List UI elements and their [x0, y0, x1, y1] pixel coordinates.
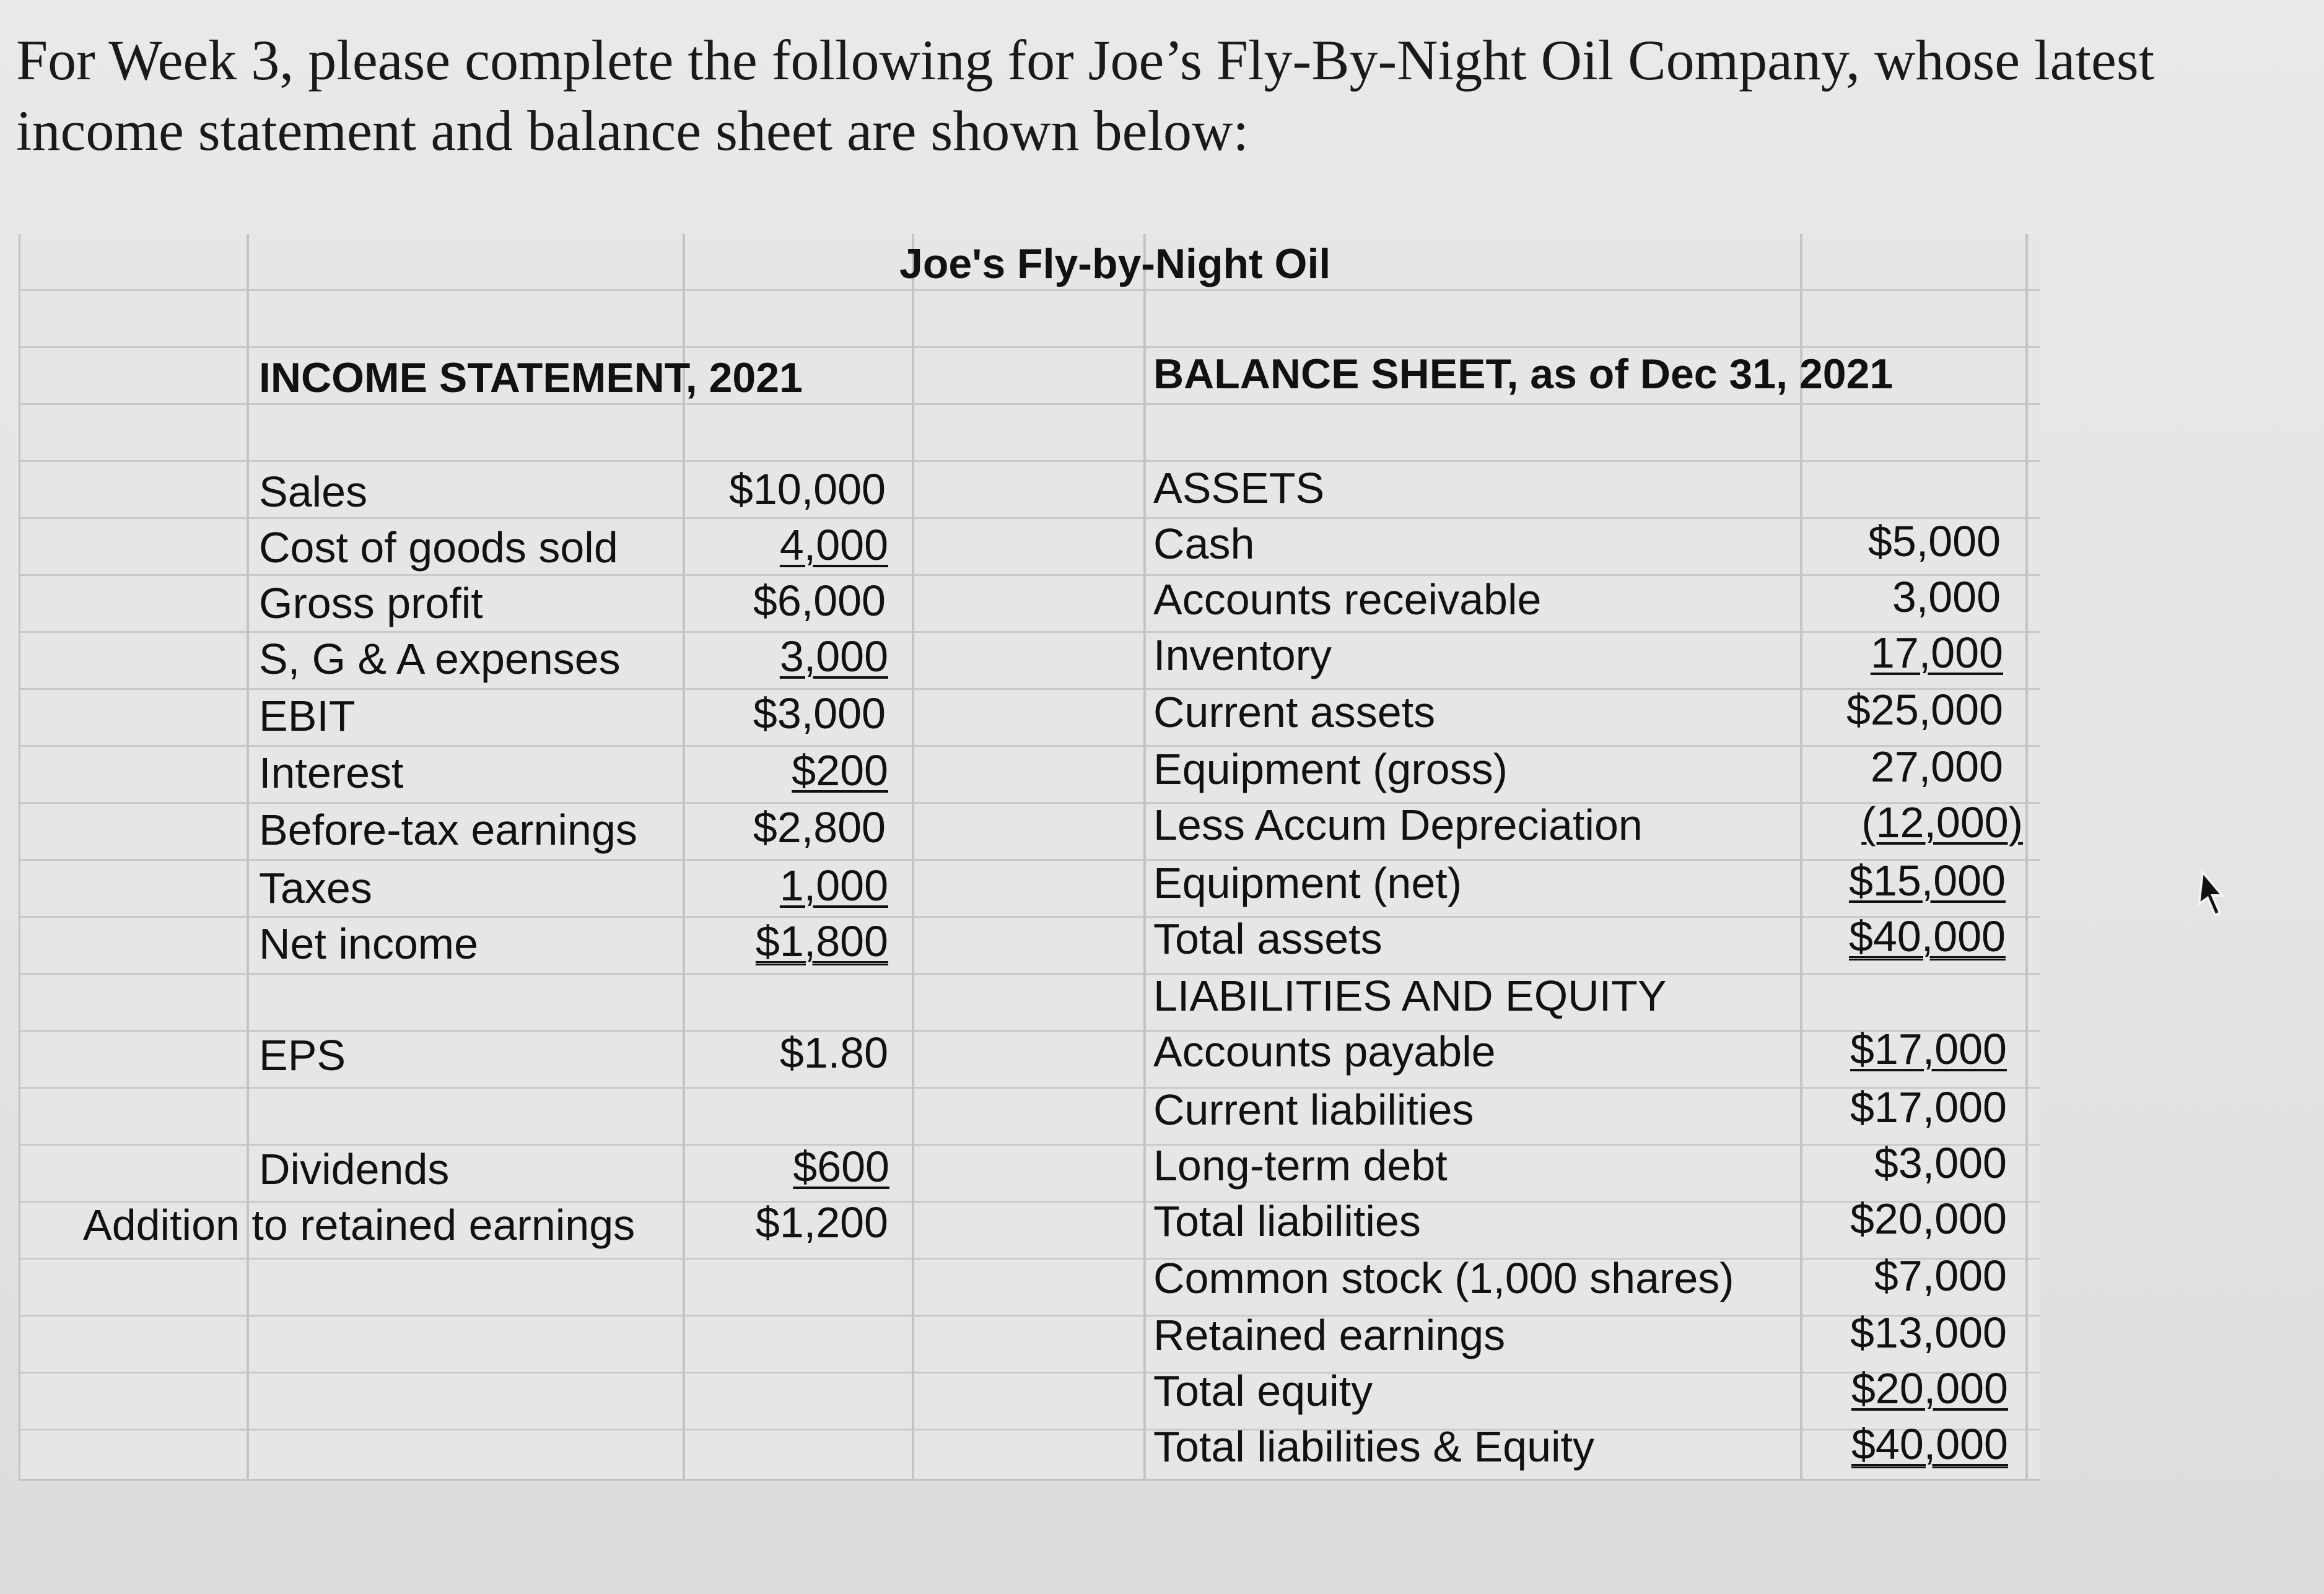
is-value-interest: $200	[792, 746, 888, 795]
bs-value-ar: 3,000	[1892, 573, 2001, 621]
bs-value-inventory: 17,000	[1870, 629, 2003, 677]
bs-label-accounts-payable: Accounts payable	[1153, 1027, 1496, 1076]
bs-value-equipment-gross: 27,000	[1870, 743, 2003, 791]
is-label-ebit: EBIT	[259, 692, 356, 740]
bs-label-total-assets: Total assets	[1153, 915, 1383, 963]
grid-column-line	[683, 234, 685, 1480]
bs-label-retained-earnings: Retained earnings	[1153, 1311, 1506, 1359]
bs-label-common-stock: Common stock (1,000 shares)	[1153, 1254, 1734, 1302]
is-label-net-income: Net income	[259, 920, 479, 968]
bs-value-total-equity: $20,000	[1851, 1364, 2008, 1413]
intro-text: For Week 3, please complete the following for Joe’s Fly-By-Night Oil Company, whose latest income statement and balance sheet are shown below:	[16, 28, 2155, 162]
bs-value-long-term-debt: $3,000	[1874, 1139, 2007, 1187]
grid-column-line	[1800, 234, 1802, 1480]
bs-label-long-term-debt: Long-term debt	[1153, 1141, 1448, 1190]
bs-label-equipment-net: Equipment (net)	[1153, 859, 1462, 907]
is-value-addition-re: $1,200	[755, 1198, 888, 1247]
bs-value-cash: $5,000	[1868, 517, 2001, 565]
is-label-taxes: Taxes	[259, 864, 372, 912]
is-value-eps: $1.80	[779, 1029, 888, 1077]
bs-label-total-liabilities: Total liabilities	[1153, 1197, 1421, 1245]
is-value-gross-profit: $6,000	[753, 577, 886, 625]
bs-value-total-liabilities-equity: $40,000	[1851, 1420, 2008, 1468]
bs-value-equipment-net: $15,000	[1848, 856, 2006, 905]
balance-sheet-heading: BALANCE SHEET, as of Dec 31, 2021	[1153, 351, 1894, 398]
is-label-cogs: Cost of goods sold	[259, 523, 618, 572]
bs-label-current-assets: Current assets	[1153, 688, 1436, 736]
bs-label-ar: Accounts receivable	[1153, 575, 1542, 624]
is-label-addition-re: Addition to retained earnings	[83, 1201, 636, 1249]
grid-column-line	[247, 234, 249, 1480]
bs-value-current-liabilities: $17,000	[1850, 1083, 2007, 1131]
mouse-pointer-icon	[2184, 867, 2234, 923]
is-label-gross-profit: Gross profit	[259, 579, 483, 627]
spreadsheet-grid	[19, 234, 2040, 1481]
bs-value-total-liabilities: $20,000	[1850, 1195, 2007, 1243]
bs-label-equipment-gross: Equipment (gross)	[1153, 745, 1508, 793]
is-value-dividends: $600	[793, 1143, 889, 1191]
bs-label-assets: ASSETS	[1153, 464, 1325, 512]
grid-column-line	[912, 234, 914, 1480]
bs-label-liabilities-equity: LIABILITIES AND EQUITY	[1153, 972, 1667, 1020]
is-value-cogs: 4,000	[779, 521, 888, 569]
is-value-sga: 3,000	[779, 632, 888, 681]
bs-label-cash: Cash	[1153, 520, 1255, 568]
sheet-title: Joe's Fly-by-Night Oil	[899, 240, 1331, 287]
bs-label-current-liabilities: Current liabilities	[1153, 1086, 1474, 1134]
is-label-dividends: Dividends	[259, 1145, 450, 1193]
bs-label-inventory: Inventory	[1153, 631, 1332, 679]
bs-label-total-equity: Total equity	[1153, 1367, 1373, 1415]
is-label-before-tax: Before-tax earnings	[259, 806, 637, 854]
is-value-ebit: $3,000	[753, 689, 886, 738]
bs-value-accum-depreciation: (12,000)	[1861, 798, 2023, 847]
is-value-taxes: 1,000	[779, 861, 888, 910]
is-value-net-income: $1,800	[755, 917, 888, 965]
is-label-eps: EPS	[259, 1031, 346, 1079]
is-value-sales: $10,000	[728, 465, 886, 513]
bs-value-current-assets: $25,000	[1846, 686, 2003, 734]
is-label-sga: S, G & A expenses	[259, 635, 621, 683]
grid-column-line	[1143, 234, 1146, 1480]
bs-label-total-liabilities-equity: Total liabilities & Equity	[1153, 1422, 1594, 1471]
income-statement-heading: INCOME STATEMENT, 2021	[259, 354, 803, 401]
grid-column-line	[2025, 234, 2028, 1480]
bs-label-accum-depreciation: Less Accum Depreciation	[1153, 801, 1643, 849]
is-value-before-tax: $2,800	[753, 803, 886, 851]
bs-value-retained-earnings: $13,000	[1850, 1309, 2007, 1357]
bs-value-common-stock: $7,000	[1874, 1252, 2007, 1300]
bs-value-total-assets: $40,000	[1848, 912, 2006, 960]
is-label-interest: Interest	[259, 749, 404, 797]
bs-value-accounts-payable: $17,000	[1850, 1025, 2007, 1073]
is-label-sales: Sales	[259, 468, 368, 516]
